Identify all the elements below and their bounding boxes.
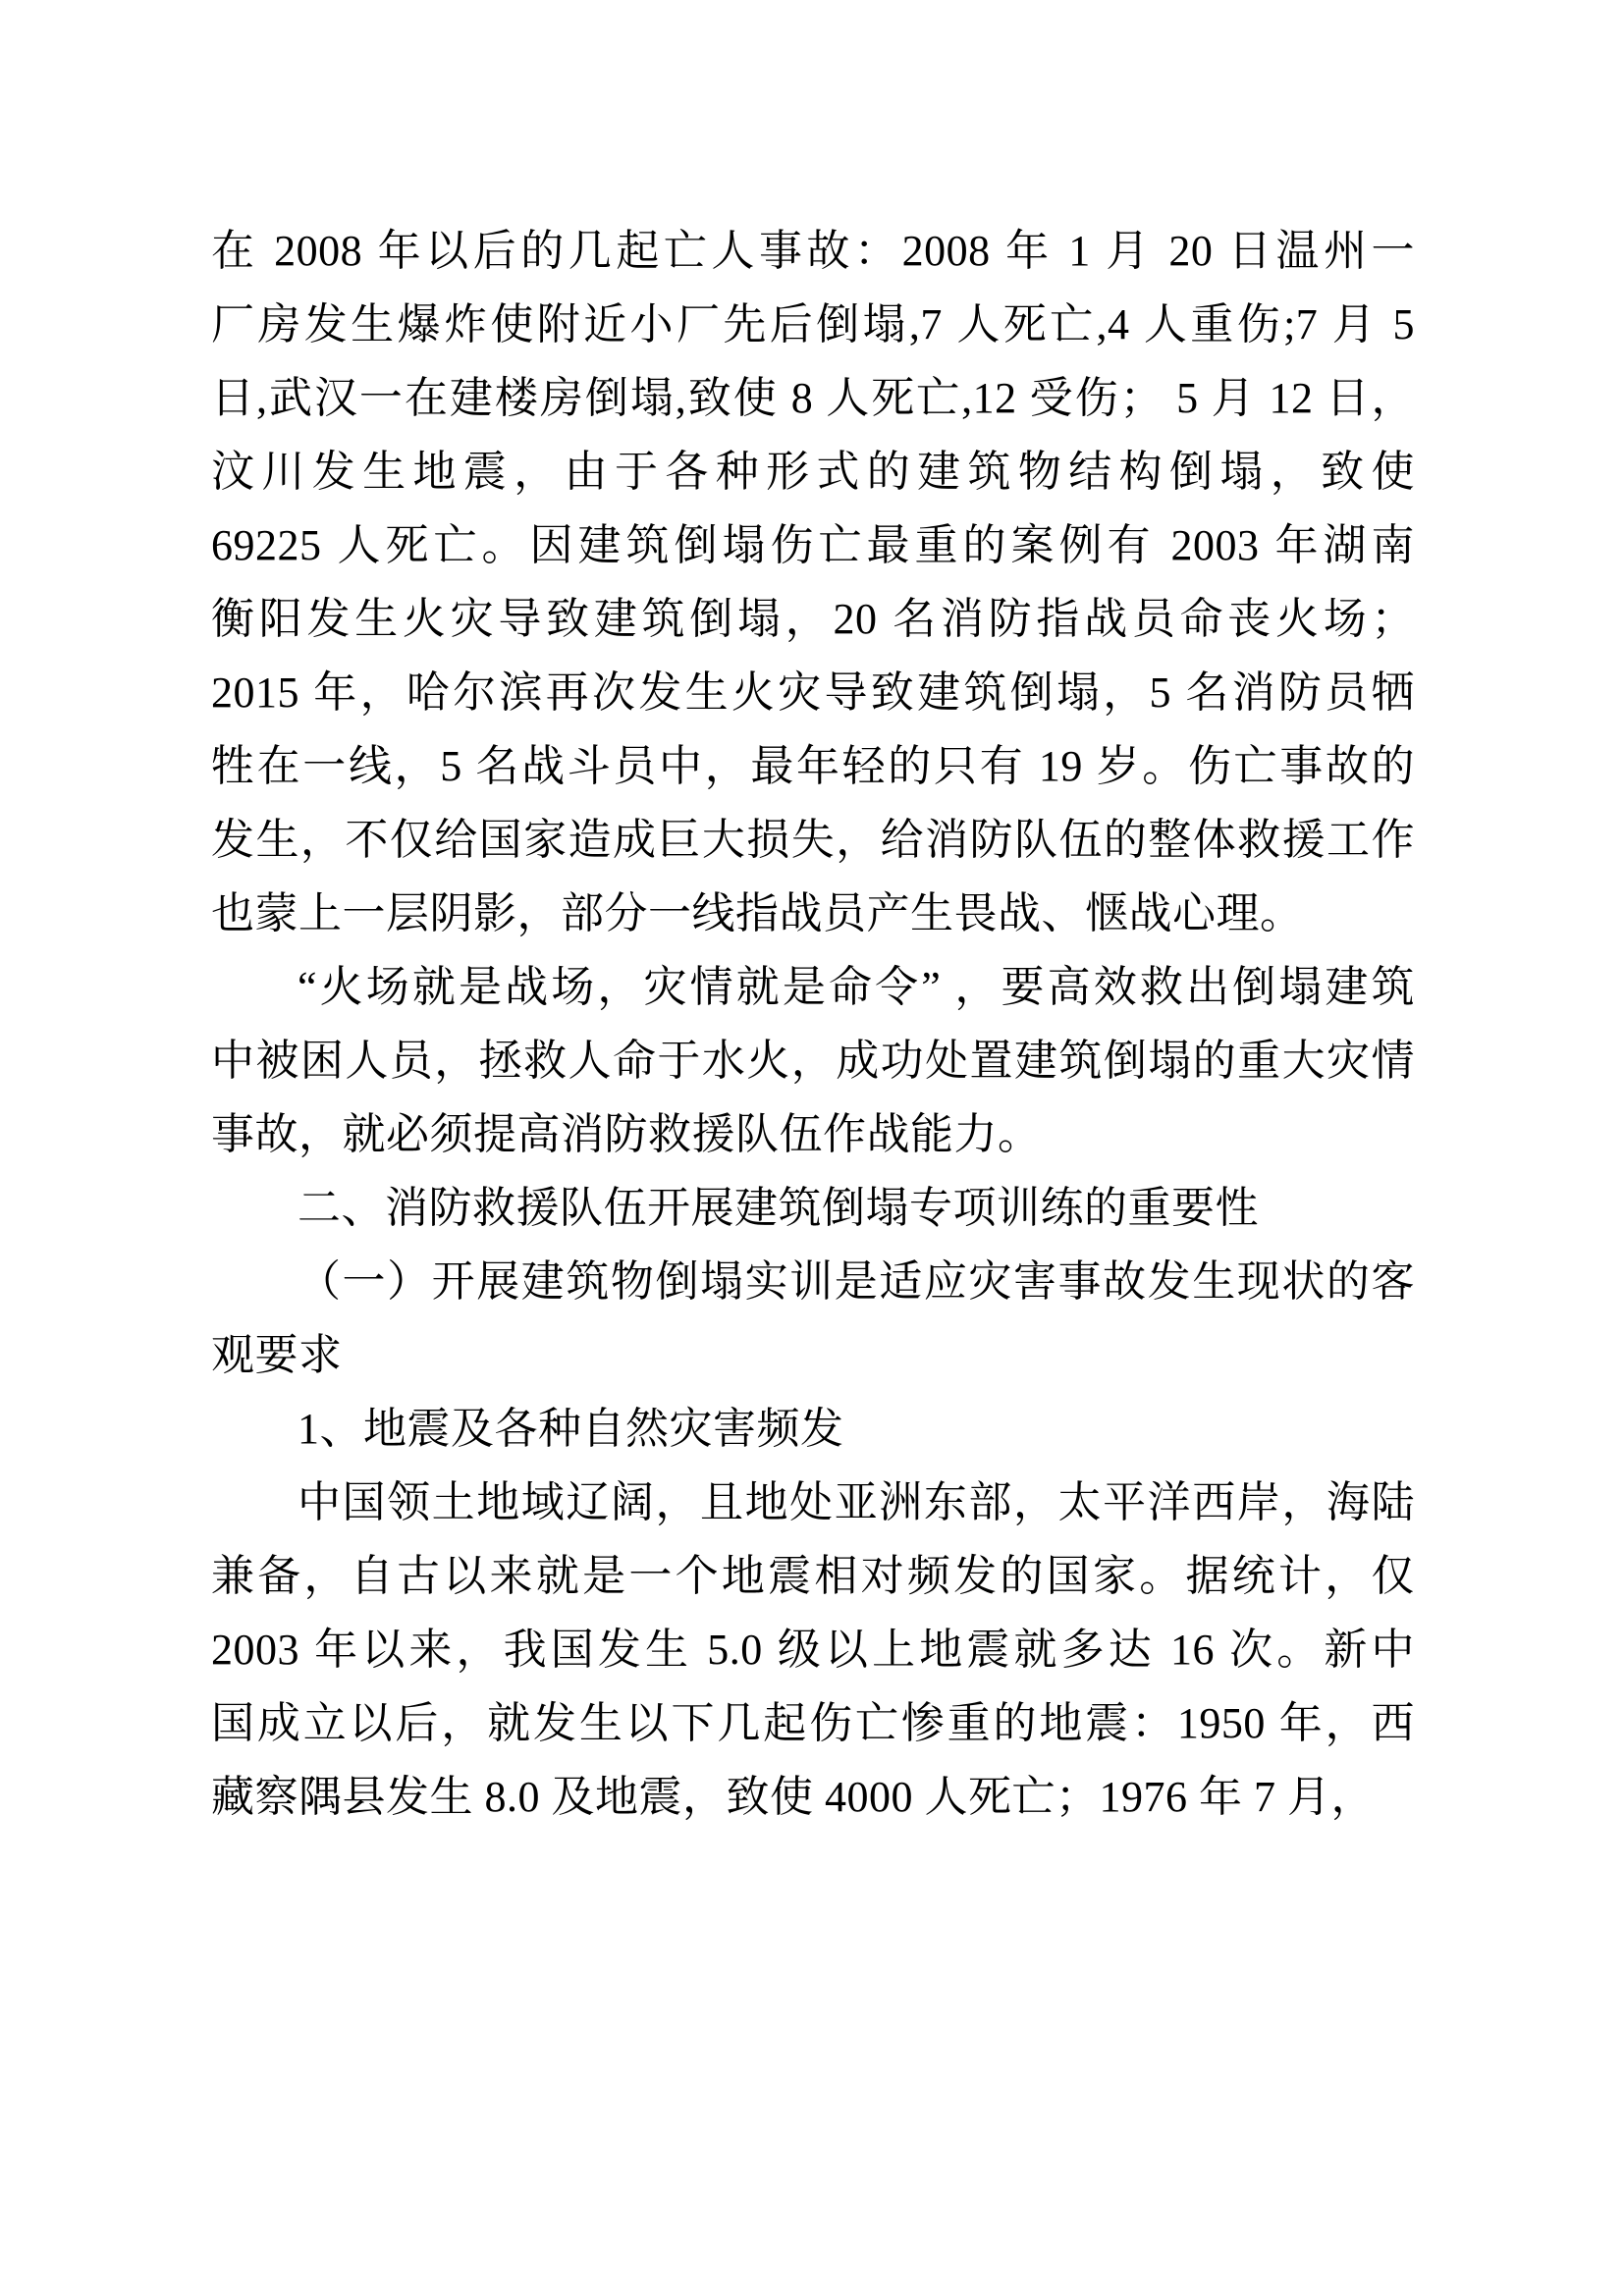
text-line: 日,武汉一在建楼房倒塌,致使 8 人死亡,12 受伤； 5 月 12 日， (211, 374, 1415, 422)
text-line: （一）开展建筑物倒塌实训是适应灾害事故发生现状的客 (298, 1257, 1415, 1306)
text-line: 厂房发生爆炸使附近小厂先后倒塌,7 人死亡,4 人重伤;7 月 5 (211, 300, 1415, 348)
text-line: 国成立以后，就发生以下几起伤亡惨重的地震：1950 年，西 (211, 1699, 1415, 1747)
text-line: 2003 年以来，我国发生 5.0 级以上地震就多达 16 次。新中 (211, 1626, 1415, 1674)
paragraph (211, 950, 1415, 1171)
text-line: 1、地震及各种自然灾害频发 (298, 1405, 844, 1453)
paragraph (211, 214, 1415, 950)
text-line: 观要求 (211, 1331, 343, 1379)
text-line: 2015 年，哈尔滨再次发生火灾导致建筑倒塌，5 名消防员牺 (211, 668, 1415, 717)
paragraph (211, 1466, 1415, 1834)
text-line: 兼备，自古以来就是一个地震相对频发的国家。据统计，仅 (211, 1552, 1415, 1600)
paragraph (211, 1171, 1415, 1245)
text-line: 发生，不仅给国家造成巨大损失，给消防队伍的整体救援工作 (211, 816, 1415, 864)
text-line: 中被困人员，拯救人命于水火，成功处置建筑倒塌的重大灾情 (211, 1037, 1415, 1085)
text-line: 汶川发生地震，由于各种形式的建筑物结构倒塌，致使 (211, 448, 1415, 496)
text-line: 在 2008 年以后的几起亡人事故：2008 年 1 月 20 日温州一 (211, 227, 1415, 275)
text-line: 中国领土地域辽阔，且地处亚洲东部，太平洋西岸，海陆 (298, 1478, 1415, 1526)
text-line: 69225 人死亡。因建筑倒塌伤亡最重的案例有 2003 年湖南 (211, 521, 1415, 569)
text-line: 衡阳发生火灾导致建筑倒塌，20 名消防指战员命丧火场； (211, 595, 1415, 643)
text-line: 藏察隅县发生 8.0 及地震，致使 4000 人死亡；1976 年 7 月， (211, 1773, 1375, 1821)
text-line: 二、消防救援队伍开展建筑倒塌专项训练的重要性 (298, 1184, 1259, 1232)
text-line: 牲在一线，5 名战斗员中，最年轻的只有 19 岁。伤亡事故的 (211, 742, 1415, 790)
paragraph (211, 1245, 1415, 1392)
paragraph (211, 1392, 1415, 1466)
text-line: “火场就是战场，灾情就是命令” ，要高效救出倒塌建筑 (298, 963, 1415, 1011)
text-line: 事故，就必须提高消防救援队伍作战能力。 (211, 1110, 1042, 1158)
text-line: 也蒙上一层阴影，部分一线指战员产生畏战、惬战心理。 (211, 889, 1304, 937)
document-body (211, 214, 1415, 1834)
